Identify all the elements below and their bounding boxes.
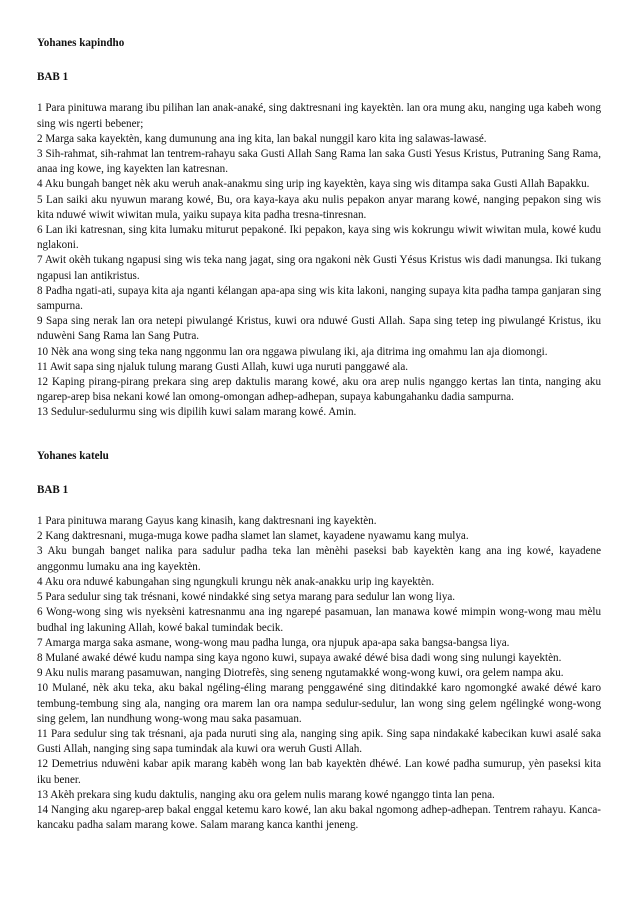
verse: 4 Aku ora nduwé kabungahan sing ngungkuli krungu nèk anak-anakku urip ing kayektèn.: [37, 575, 435, 588]
verse: 3 Aku bungah banget nalika para sadulur padha teka lan mènèhi paseksi bab kayektèn kang ana ing kowé, kayadene anggonmu lumaku ana ing kayektèn.: [37, 545, 601, 573]
verse: 9 Sapa sing nerak lan ora netepi piwulangé Kristus, kuwi ora nduwé Gusti Allah. Sapa sing tetep ing piwulangé Kristus, iku nduwèni Sang Rama lan Sang Putra.: [37, 315, 601, 343]
book-title: Yohanes kapindho: [37, 37, 125, 49]
verse: 13 Sedulur-sedulurmu sing wis dipilih kuwi salam marang kowé. Amin.: [37, 406, 357, 419]
verse: 3 Sih-rahmat, sih-rahmat lan tentrem-rahayu saka Gusti Allah Sang Rama lan saka Gusti Yesus Kristus, Putraning Sang Rama, anaa ing kowe, ing kayekten lan katresnan.: [37, 148, 601, 176]
verse: 5 Para sedulur sing tak trésnani, kowé nindakké sing setya marang para sedulur lan wong liya.: [37, 591, 456, 604]
verse: 5 Lan saiki aku nyuwun marang kowé, Bu, ora kaya-kaya aku nulis pepakon anyar marang kowé, nanging pepakon sing wis kita nduwé wiwit wiwitan mula, yaiku supaya kita padha tresna-tinresnan.: [37, 193, 601, 221]
verse: 1 Para pinituwa marang Gayus kang kinasih, kang daktresnani ing kayektèn.: [37, 515, 377, 528]
verse-list: [37, 514, 601, 833]
verse: 6 Wong-wong sing wis nyeksèni katresnanmu ana ing ngarepé pasamuan, lan manawa kowé mimpin wong-wong mau mèlu budhal ing lakuning Allah, kowé bakal tumindak becik.: [37, 606, 601, 634]
verse: 11 Para sedulur sing tak trésnani, aja pada nuruti sing ala, nanging sing apik. Sing sapa nindakaké kabecikan kuwi asalé saka Gusti Allah, nanging sing sapa tumindak ala kuwi ora weruh Gusti Allah.: [37, 727, 601, 756]
chapter-heading: BAB 1: [37, 71, 69, 84]
verse: 8 Padha ngati-ati, supaya kita aja nganti kélangan apa-apa sing wis kita lakoni, nanging supaya kita padha tampa ganjaran sing sampurna.: [37, 284, 601, 313]
verse: 1 Para pinituwa marang ibu pilihan lan anak-anaké, sing daktresnani ing kayektèn. lan ora mung aku, nanging uga kabeh wong sing wis ngerti bebener;: [37, 102, 601, 130]
verse: 4 Aku bungah banget nèk aku weruh anak-anakmu sing urip ing kayektèn, kaya sing wis ditampa saka Gusti Allah Bapakku.: [37, 178, 590, 191]
verse: 7 Awit okèh tukang ngapusi sing wis teka nang jagat, sing ora ngakoni nèk Gusti Yésus Kristus wis dadi manungsa. Iki tukang ngapusi lan antikristus.: [37, 254, 601, 282]
verse: 2 Kang daktresnani, muga-muga kowe padha slamet lan slamet, kayadene nyawamu kang mulya.: [37, 530, 469, 543]
verse: 12 Kaping pirang-pirang prekara sing arep daktulis marang kowé, aku ora arep nulis nganggo kertas lan tinta, nanging aku ngarep-arep bisa nekani kowé lan omong-omongan adhep-adhepan, supaya kabungahanku dadia sampurna.: [37, 376, 601, 404]
verse: 6 Lan iki katresnan, sing kita lumaku miturut pepakoné. Iki pepakon, kaya sing wis kokrungu wiwit wiwitan mula, kowé kudu nglakoni.: [37, 224, 601, 252]
verse: 10 Mulané, nèk aku teka, aku bakal ngéling-éling marang penggawéné sing ditindakké karo ngomongké awaké déwé karo tembung-tembung sing ala, nanging ora marem lan ora nampa sedulur-sedulur, lan wong sing gelem ngélingké wong-wong sing gelem, lan nundhung wong-wong mau saka pasamuan.: [37, 682, 601, 725]
verse: 7 Amarga marga saka asmane, wong-wong mau padha lunga, ora njupuk apa-apa saka bangsa-bangsa liya.: [37, 636, 510, 649]
verse: 10 Nèk ana wong sing teka nang nggonmu lan ora nggawa piwulang iki, aja ditrima ing omahmu lan aja diomongi.: [37, 345, 548, 358]
verse: 9 Aku nulis marang pasamuwan, nanging Diotrefès, sing seneng ngutamakké wong-wong kuwi, ora gelem nampa aku.: [37, 667, 564, 680]
book-section-3-john: [37, 449, 601, 834]
verse: 13 Akèh prekara sing kudu daktulis, nanging aku ora gelem nulis marang kowé nganggo tinta lan pena.: [37, 788, 495, 801]
book-title: Yohanes katelu: [37, 449, 109, 462]
verse: 12 Demetrius nduwèni kabar apik marang kabèh wong lan bab kayektèn dhéwé. Lan kowé padha sumurup, yèn paseksi kita iku bener.: [37, 758, 601, 786]
verse: 14 Nanging aku ngarep-arep bakal enggal ketemu karo kowé, lan aku bakal ngomong adhep-adhepan. Tentrem rahayu. Kanca-kancaku padha salam marang kowe. Salam marang kanca kanthi jeneng.: [37, 803, 601, 832]
verse-list: [37, 101, 601, 420]
section-spacer: [37, 421, 601, 449]
verse: 8 Mulané awaké déwé kudu nampa sing kaya ngono kuwi, supaya awaké déwé bisa dadi wong sing nulungi kayektèn.: [37, 651, 562, 664]
verse: 2 Marga saka kayektèn, kang dumunung ana ing kita, lan bakal nunggil karo kita ing salawas-lawasé.: [37, 132, 487, 145]
book-section-2-john: [37, 36, 601, 421]
chapter-heading: BAB 1: [37, 483, 69, 496]
verse: 11 Awit sapa sing njaluk tulung marang Gusti Allah, kuwi uga nuruti panggawé ala.: [37, 360, 409, 373]
